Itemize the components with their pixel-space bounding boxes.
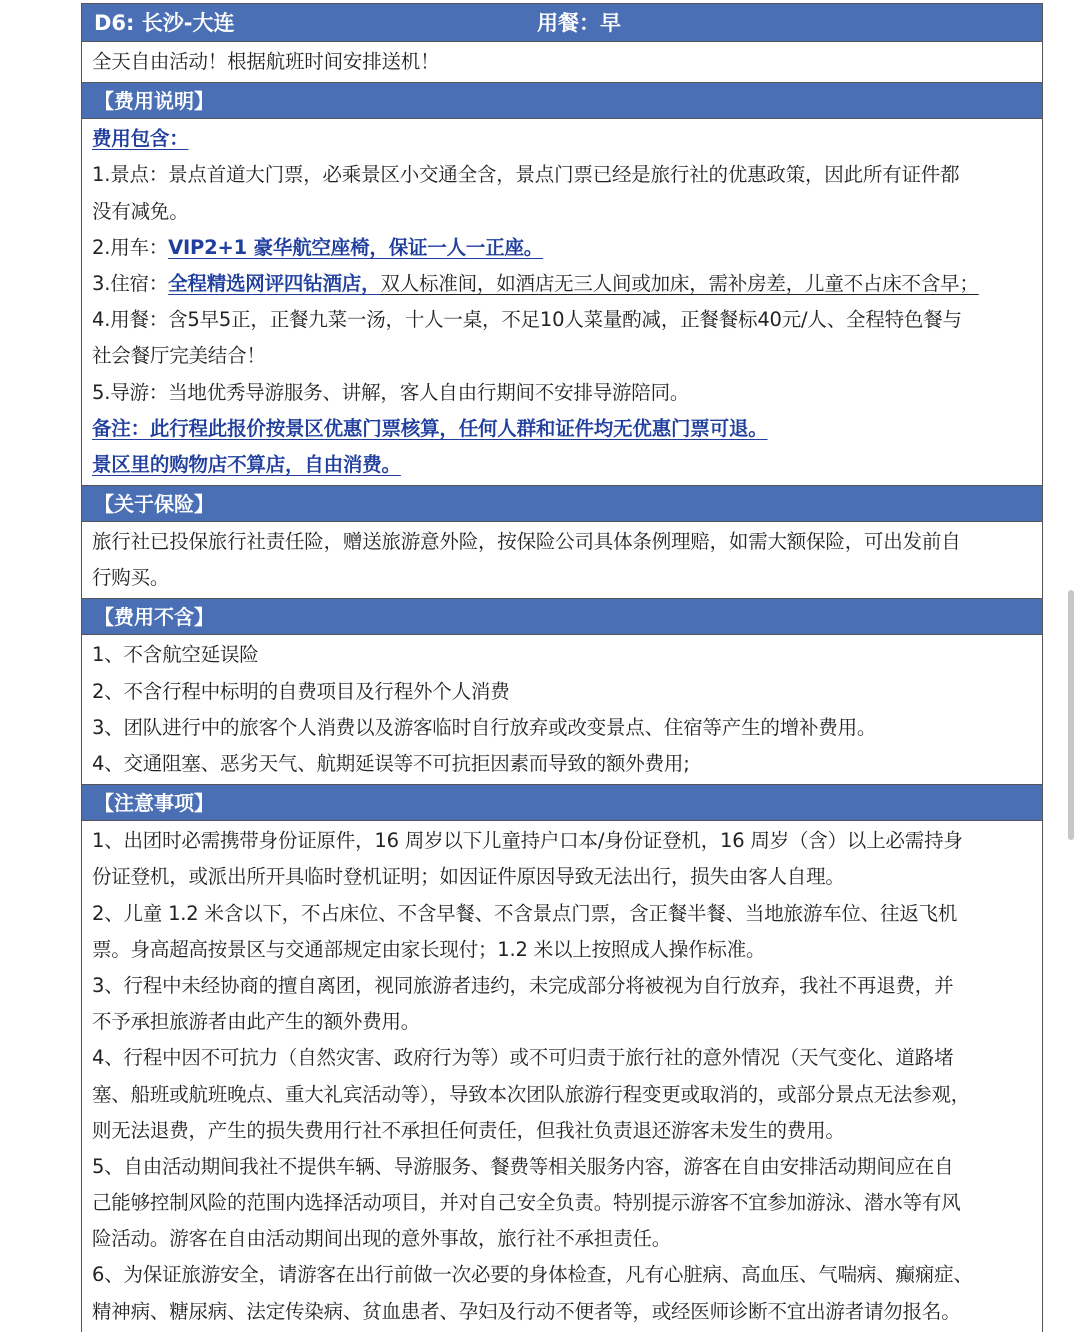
- insurance-line-2: 行购买。: [92, 566, 170, 590]
- notes-body: [82, 821, 1042, 1332]
- vehicle-highlight: VIP2+1 豪华航空座椅，保证一人一正座。: [168, 235, 544, 259]
- notes-line: 份证登机，或派出所开具临时登机证明；如因证件原因导致无法出行，损失由客人自理。: [92, 865, 845, 889]
- list-item: 2、不含行程中标明的自费项目及行程外个人消费: [92, 679, 510, 703]
- day-description: 全天自由活动！根据航班时间安排送机！: [92, 50, 440, 73]
- meals-line-1: 4.用餐：含5早5正，正餐九菜一汤，十人一桌，不足10人菜量酌减，正餐餐标40元/人、全程特色餐与: [92, 308, 962, 332]
- notes-line: 塞、船班或航班晚点、重大礼宾活动等），导致本次团队旅游行程变更或取消的，或部分景点无法参观，: [92, 1082, 971, 1106]
- fees-included-header: 【费用说明】: [82, 83, 1042, 119]
- insurance-body: [82, 522, 1042, 599]
- fees-included-label: 费用包含：: [92, 127, 189, 151]
- scrollbar[interactable]: [1068, 590, 1074, 840]
- itinerary-sheet: [81, 3, 1043, 1332]
- fees-excluded-header: 【费用不含】: [82, 599, 1042, 635]
- notes-line: 则无法退费，产生的损失费用行社不承担任何责任，但我社负责退还游客未发生的费用。: [92, 1118, 845, 1142]
- insurance-line-1: 旅行社已投保旅行社责任险，赠送旅游意外险，按保险公司具体条例理赔，如需大额保险，可出发前自: [92, 530, 961, 554]
- list-item: 3、团队进行中的旅客个人消费以及游客临时自行放弃或改变景点、住宿等产生的增补费用。: [92, 715, 877, 739]
- notes-line: 险活动。游客在自由活动期间出现的意外事故，旅行社不承担责任。: [92, 1227, 672, 1251]
- notes-line: 票。身高超高按景区与交通部规定由家长现付；1.2 米以上按照成人操作标准。: [92, 937, 766, 961]
- list-item: 1、不含航空延误险: [92, 643, 259, 667]
- shopping-note: 景区里的购物店不算店，自由消费。: [92, 452, 401, 476]
- vehicle-line: [92, 230, 1034, 266]
- hotel-highlight: 全程精选网评四钻酒店，: [168, 271, 381, 295]
- guide-line: 5.导游：当地优秀导游服务、讲解，客人自由行期间不安排导游陪同。: [92, 380, 690, 404]
- hotel-line: [92, 266, 1034, 302]
- notes-line: 精神病、糖尿病、法定传染病、贫血患者、孕妇及行动不便者等，或经医师诊断不宜出游者请勿报名。: [92, 1299, 961, 1323]
- hotel-prefix: 3.住宿：: [92, 271, 169, 295]
- notes-line: 3、行程中未经协商的擅自离团，视同旅游者违约，未完成部分将被视为自行放弃，我社不再退费，并: [92, 973, 954, 997]
- day-title: D6: 长沙-大连: [94, 11, 235, 35]
- notes-line: 2、儿童 1.2 米含以下，不占床位、不含早餐、不含景点门票，含正餐半餐、当地旅游车位、往返飞机: [92, 901, 958, 925]
- vehicle-prefix: 2.用车：: [92, 235, 169, 259]
- notes-line: 己能够控制风险的范围内选择活动项目，并对自己安全负责。特别提示游客不宜参加游泳、潜水等有风: [92, 1191, 961, 1215]
- day-description-cell: [82, 42, 1042, 83]
- meal-info: 用餐：早: [537, 11, 621, 35]
- ticket-note: 备注：此行程此报价按景区优惠门票核算，任何人群和证件均无优惠门票可退。: [92, 416, 768, 440]
- list-item: 4、交通阻塞、恶劣天气、航期延误等不可抗拒因素而导致的额外费用;: [92, 752, 690, 775]
- notes-line: 1、出团时必需携带身份证原件，16 周岁以下儿童持户口本/身份证登机，16 周岁（含）以上必需持身: [92, 829, 963, 853]
- hotel-rest: 双人标准间，如酒店无三人间或加床，需补房差，儿童不占床不含早；: [380, 271, 979, 295]
- day-header: [82, 4, 1042, 42]
- fees-included-body: [82, 119, 1042, 486]
- fees-excluded-body: [82, 635, 1042, 785]
- notes-header: 【注意事项】: [82, 785, 1042, 821]
- notes-line: 不予承担旅游者由此产生的额外费用。: [92, 1010, 421, 1034]
- meals-line-2: 社会餐厅完美结合！: [92, 344, 266, 368]
- notes-line: 5、自由活动期间我社不提供车辆、导游服务、餐费等相关服务内容，游客在自由安排活动期间应在自: [92, 1154, 954, 1178]
- scenic-line-2: 没有减免。: [92, 199, 189, 223]
- scenic-line-1: 1.景点：景点首道大门票，必乘景区小交通全含，景点门票已经是旅行社的优惠政策，因此所有证件都: [92, 163, 960, 187]
- notes-line: 4、行程中因不可抗力（自然灾害、政府行为等）或不可归责于旅行社的意外情况（天气变化、道路堵: [92, 1046, 954, 1070]
- insurance-header: 【关于保险】: [82, 486, 1042, 522]
- notes-line: 6、为保证旅游安全，请游客在出行前做一次必要的身体检查，凡有心脏病、高血压、气喘病、癫痫症、: [92, 1263, 973, 1287]
